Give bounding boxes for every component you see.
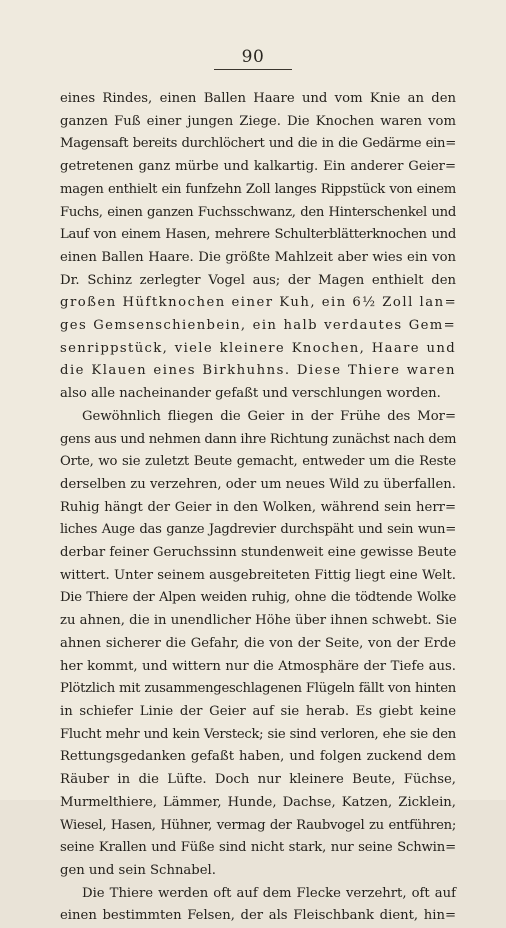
text-line-spaced: senrippstück, viele kleinere Knochen, Haare und <box>60 340 456 356</box>
text-line: Lauf von einem Hasen, mehrere Schulterblätterknochen und <box>60 227 456 243</box>
text-line: Magensaft bereits durchlöchert und die in die Gedärme ein= <box>60 136 456 152</box>
text-line: Ruhig hängt der Geier in den Wolken, während sein herr= <box>60 499 456 515</box>
text-line: also alle nacheinander gefaßt und verschlungen worden. <box>60 386 441 402</box>
text-line: seine Krallen und Füße sind nicht stark, nur seine Schwin= <box>60 840 456 856</box>
text-line: derselben zu verzehren, oder um neues Wild zu überfallen. <box>60 476 456 492</box>
text-line: liches Auge das ganze Jagdrevier durchspäht und sein wun= <box>60 522 456 538</box>
text-line: gens aus und nehmen dann ihre Richtung zunächst nach dem <box>60 431 457 447</box>
text-line: eines Rindes, einen Ballen Haare und vom Knie an den <box>60 91 456 106</box>
text-line: Die Thiere der Alpen weiden ruhig, ohne die tödtende Wolke <box>60 590 456 606</box>
text-line: her kommt, und wittern nur die Atmosphäre der Tiefe aus. <box>60 658 456 674</box>
text-line: Rettungsgedanken gefaßt haben, und folgen zuckend dem <box>60 749 456 765</box>
text-line: Wiesel, Hasen, Hühner, vermag der Raubvogel zu entführen; <box>60 817 456 833</box>
text-line-indented: Die Thiere werden oft auf dem Flecke verzehrt, oft auf <box>82 885 456 901</box>
text-line: einen Ballen Haare. Die größte Mahlzeit aber wies ein von <box>60 249 456 265</box>
text-line-spaced: die Klauen eines Birkhuhns. Diese Thiere waren <box>60 363 456 379</box>
text-line: ganzen Fuß einer jungen Ziege. Die Knochen waren vom <box>60 113 456 129</box>
page-header <box>0 47 506 70</box>
text-line: Dr. Schinz zerlegter Vogel aus; der Magen enthielt den <box>60 272 456 288</box>
text-line: einen bestimmten Felsen, der als Fleischbank dient, hin= <box>60 908 456 924</box>
text-line: Murmelthiere, Lämmer, Hunde, Dachse, Katzen, Zicklein, <box>60 794 456 810</box>
text-line: magen enthielt ein funfzehn Zoll langes Rippstück von einem <box>60 181 456 197</box>
text-line: Räuber in die Lüfte. Doch nur kleinere Beute, Füchse, <box>60 772 456 788</box>
text-line-spaced: ges Gemsenschienbein, ein halb verdautes Gem= <box>60 318 456 334</box>
text-line: in schiefer Linie der Geier auf sie herab. Es giebt keine <box>60 703 456 719</box>
text-line: gen und sein Schnabel. <box>60 862 216 878</box>
text-line: Fuchs, einen ganzen Fuchsschwanz, den Hinterschenkel und <box>60 204 456 220</box>
text-line: Flucht mehr und kein Versteck; sie sind verloren, ehe sie den <box>60 726 456 742</box>
text-line: wittert. Unter seinem ausgebreiteten Fittig liegt eine Welt. <box>60 567 456 583</box>
text-line: Orte, wo sie zuletzt Beute gemacht, entweder um die Reste <box>60 454 456 470</box>
text-line: derbar feiner Geruchssinn stundenweit eine gewisse Beute <box>60 545 457 561</box>
body-text <box>60 88 456 928</box>
text-line: getretenen ganz mürbe und kalkartig. Ein anderer Geier= <box>60 159 456 175</box>
text-line-indented: Gewöhnlich fliegen die Geier in der Frühe des Mor= <box>82 408 456 424</box>
text-line: ahnen sicherer die Gefahr, die von der Seite, von der Erde <box>60 635 456 651</box>
text-line: zu ahnen, die in unendlicher Höhe über ihnen schwebt. Sie <box>60 613 457 629</box>
page-number: 90 <box>214 47 293 70</box>
text-line-spaced: großen Hüftknochen einer Kuh, ein 6½ Zoll lan= <box>60 295 458 311</box>
text-line: Plötzlich mit zusammengeschlagenen Flügeln fällt von hinten <box>60 681 456 697</box>
